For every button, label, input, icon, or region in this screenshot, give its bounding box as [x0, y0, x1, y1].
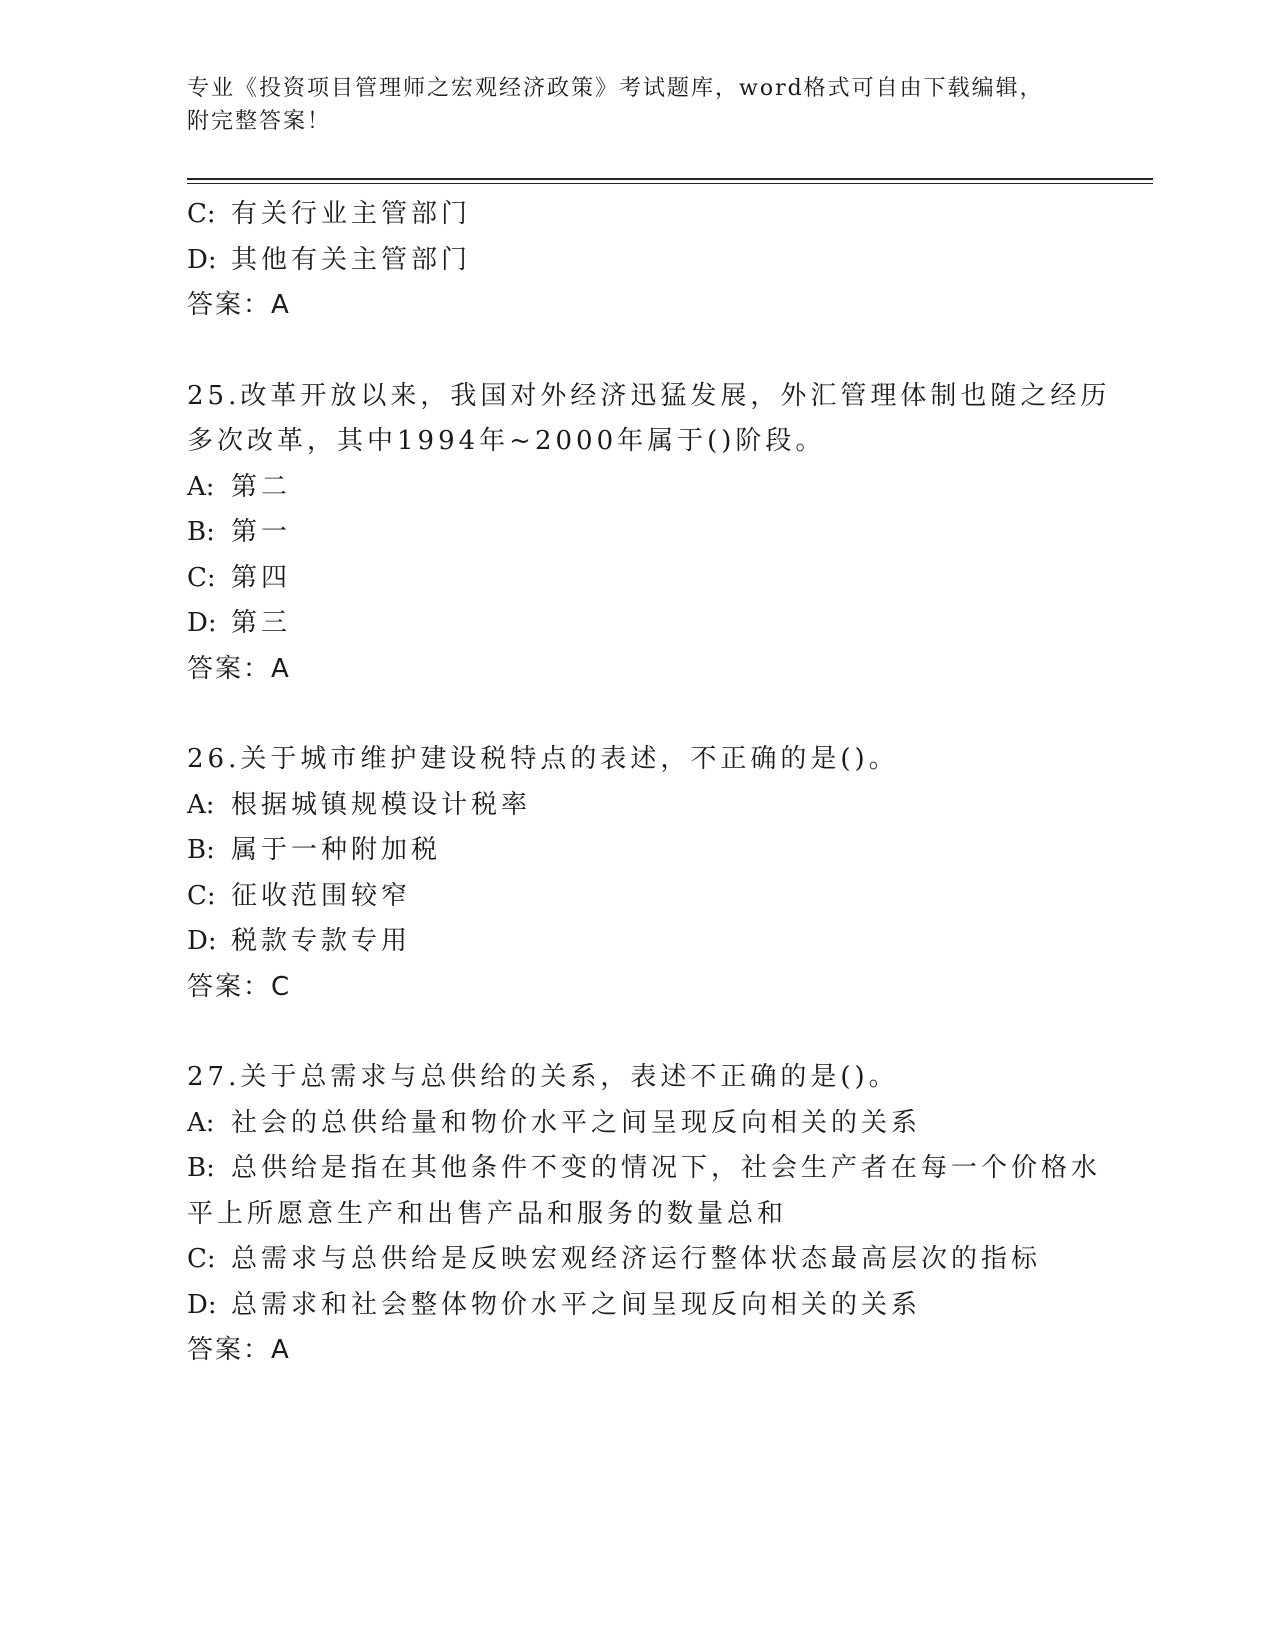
- option-label: D:: [187, 926, 217, 956]
- option-text: 第四: [231, 562, 292, 593]
- question-stem-line: 26.关于城市维护建设税特点的表述，不正确的是()。: [187, 744, 899, 774]
- option-label: B:: [187, 835, 215, 865]
- option-text: 其他有关主管部门: [231, 244, 472, 275]
- option-a: [187, 1101, 1087, 1147]
- header-divider-thin: [187, 183, 1153, 184]
- option-text: 根据城镇规模设计税率: [231, 789, 532, 820]
- option-d: [187, 238, 1087, 284]
- option-text: 有关行业主管部门: [231, 199, 472, 229]
- option-c: [187, 874, 1087, 920]
- option-label: C:: [187, 199, 216, 229]
- header-line-1: 专业《投资项目管理师之宏观经济政策》考试题库，word格式可自由下载编辑，: [187, 76, 1044, 101]
- question-stem-line: 多次改革，其中1994年~2000年属于()阶段。: [187, 426, 826, 456]
- option-b: [187, 510, 1087, 556]
- option-label: C:: [187, 562, 216, 593]
- option-text: 第二: [231, 471, 292, 502]
- option-a: [187, 783, 1087, 829]
- option-text: 第三: [231, 608, 292, 638]
- option-label: D:: [187, 244, 217, 275]
- option-text: 社会的总供给量和物价水平之间呈现反向相关的关系: [231, 1107, 922, 1138]
- question-stem-line: 25.改革开放以来，我国对外经济迅猛发展，外汇管理体制也随之经历: [187, 380, 1111, 411]
- answer-line: 答案：A: [187, 653, 291, 684]
- option-text: 属于一种附加税: [231, 835, 442, 865]
- option-text: 总供给是指在其他条件不变的情况下，社会生产者在每一个价格水: [231, 1153, 1102, 1183]
- header-line-2: 附完整答案！: [187, 109, 332, 134]
- option-c: [187, 192, 1087, 238]
- option-label: D:: [187, 608, 217, 638]
- option-a: [187, 465, 1087, 511]
- option-b: [187, 828, 1087, 874]
- option-text: 税款专款专用: [231, 926, 412, 956]
- header-divider-thick: [187, 178, 1153, 180]
- option-b-continued: 平上所愿意生产和出售产品和服务的数量总和: [187, 1198, 788, 1229]
- question-stem-line: 27.关于总需求与总供给的关系，表述不正确的是()。: [187, 1062, 899, 1092]
- option-text: 总需求和社会整体物价水平之间呈现反向相关的关系: [231, 1289, 922, 1320]
- option-text: 总需求与总供给是反映宏观经济运行整体状态最高层次的指标: [231, 1244, 1042, 1274]
- question-list: [187, 192, 1111, 1374]
- option-label: A:: [187, 789, 215, 820]
- option-label: C:: [187, 880, 216, 911]
- document-header: [187, 72, 1087, 138]
- option-label: B:: [187, 1153, 215, 1183]
- option-text: 征收范围较窄: [231, 880, 412, 911]
- option-label: A:: [187, 471, 215, 502]
- option-label: B:: [187, 517, 215, 547]
- option-label: C:: [187, 1244, 216, 1274]
- option-text: 第一: [231, 517, 292, 547]
- spacer: [187, 1010, 1087, 1055]
- option-label: D:: [187, 1289, 217, 1320]
- spacer: [187, 329, 1087, 374]
- option-d: [187, 1283, 1087, 1329]
- option-d: [187, 601, 1087, 647]
- option-c: [187, 556, 1087, 602]
- option-b: [187, 1146, 1102, 1192]
- answer-line: 答案：A: [187, 290, 291, 320]
- answer-line: 答案：C: [187, 971, 292, 1002]
- answer-line: 答案：A: [187, 1335, 291, 1365]
- spacer: [187, 692, 1087, 737]
- option-d: [187, 919, 1087, 965]
- option-label: A:: [187, 1107, 215, 1138]
- option-c: [187, 1237, 1087, 1283]
